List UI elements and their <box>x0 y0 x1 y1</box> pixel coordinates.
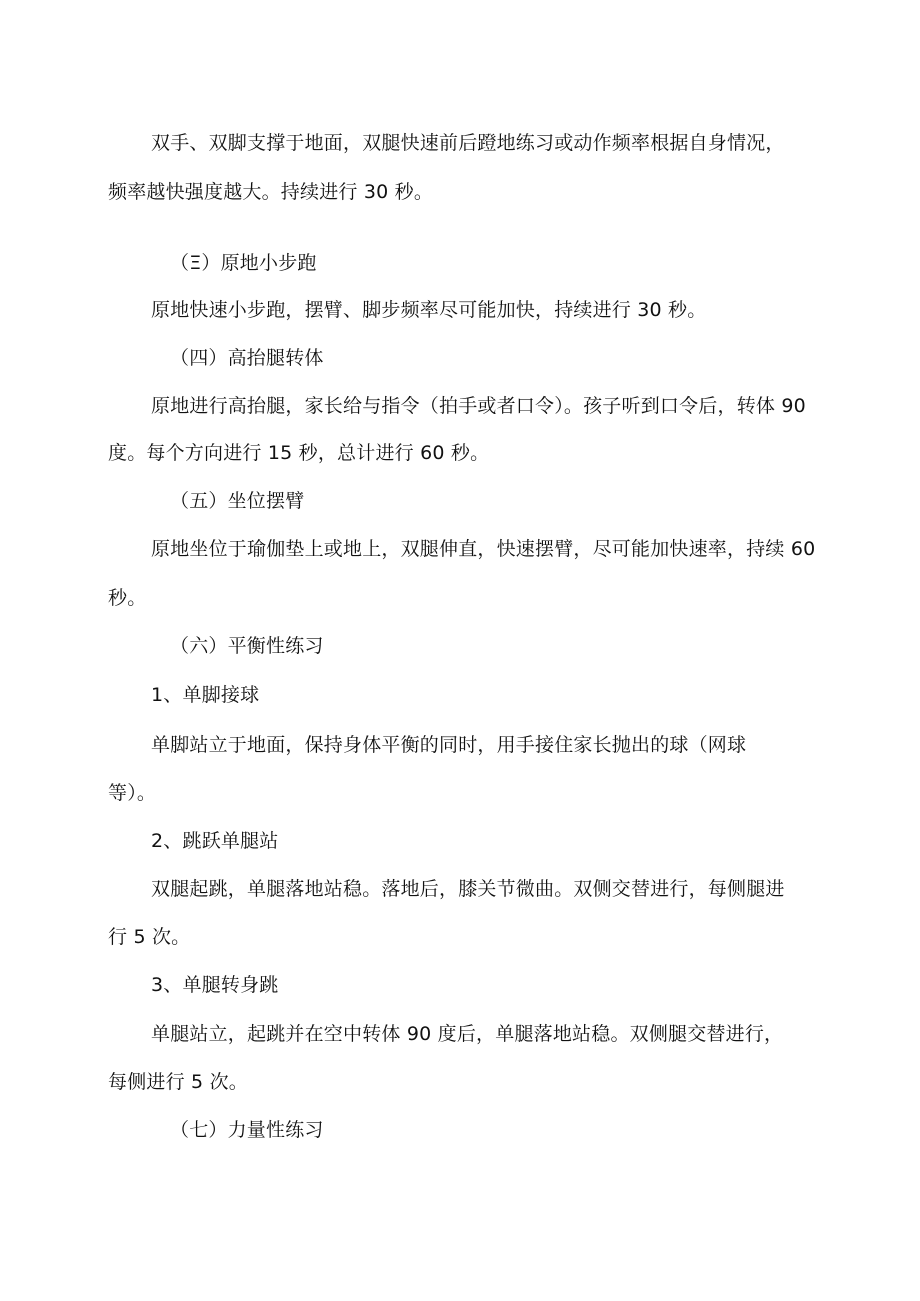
section-heading: （五）坐位摆臂 <box>170 490 305 512</box>
subsection-heading: 2、跳跃单腿站 <box>151 830 279 852</box>
section-heading: （Ξ）原地小步跑 <box>170 252 317 274</box>
body-text-line: 双手、双脚支撑于地面，双腿快速前后蹬地练习或动作频率根据自身情况， <box>151 132 785 154</box>
body-text-line: 单脚站立于地面，保持身体平衡的同时，用手接住家长抛出的球（网球 <box>151 734 747 756</box>
subsection-heading: 3、单腿转身跳 <box>151 974 279 996</box>
body-text-line: 频率越快强度越大。持续进行 30 秒。 <box>108 181 434 203</box>
body-text-line: 度。每个方向进行 15 秒，总计进行 60 秒。 <box>108 442 490 464</box>
body-text-line: 单腿站立，起跳并在空中转体 90 度后，单腿落地站稳。双侧腿交替进行， <box>151 1023 784 1045</box>
body-text-line: 双腿起跳，单腿落地站稳。落地后，膝关节微曲。双侧交替进行，每侧腿进 <box>151 878 785 900</box>
body-text-line: 原地坐位于瑜伽垫上或地上，双腿伸直，快速摆臂，尽可能加快速率，持续 60 <box>151 538 816 560</box>
section-heading: （四）高抬腿转体 <box>170 347 324 369</box>
subsection-heading: 1、单脚接球 <box>151 684 260 706</box>
body-text-line: 每侧进行 5 次。 <box>108 1071 248 1093</box>
body-text-line: 秒。 <box>108 587 147 609</box>
body-text-line: 行 5 次。 <box>108 926 191 948</box>
body-text-line: 等）。 <box>108 782 157 804</box>
section-heading: （七）力量性练习 <box>170 1119 324 1141</box>
section-heading: （六）平衡性练习 <box>170 635 324 657</box>
body-text-line: 原地快速小步跑，摆臂、脚步频率尽可能加快，持续进行 30 秒。 <box>151 299 707 321</box>
body-text-line: 原地进行高抬腿，家长给与指令（拍手或者口令）。孩子听到口令后，转体 90 <box>151 395 806 417</box>
